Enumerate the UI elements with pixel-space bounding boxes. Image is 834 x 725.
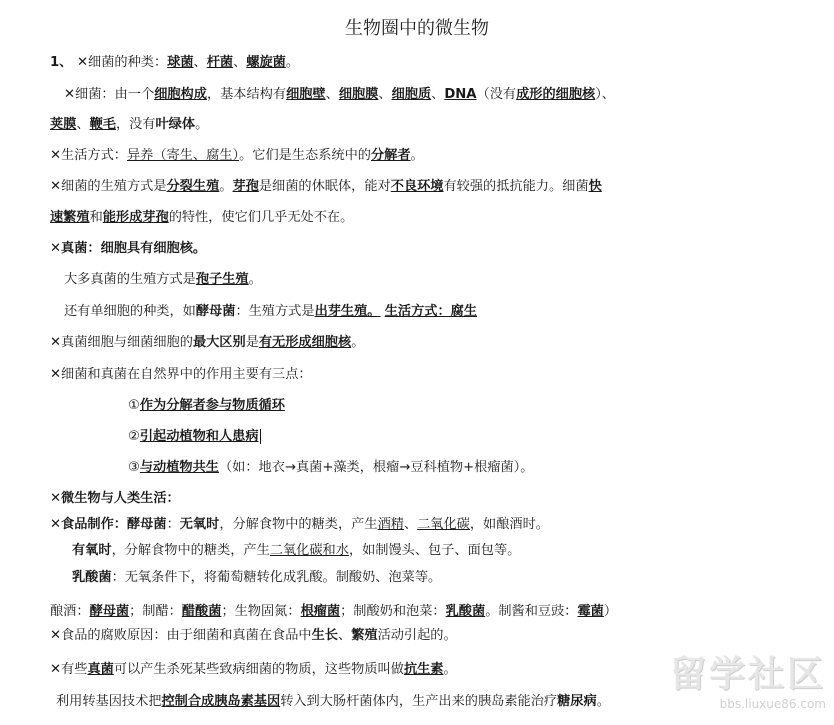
text-segment: ：生殖方式是: [235, 304, 315, 319]
text-segment: 有氧时: [72, 543, 112, 558]
text-segment: 生活方式：腐生: [384, 304, 478, 319]
text-segment: 、: [403, 517, 418, 532]
text-segment: ，分解食物中的糖类，产生: [219, 517, 378, 532]
text-segment: 和: [89, 210, 103, 225]
text-line: [128, 397, 285, 415]
text-segment: 速繁殖: [50, 210, 90, 225]
text-segment: 。: [248, 272, 262, 287]
text-line: [50, 490, 180, 508]
text-segment: 引起动植物和人患病: [139, 429, 259, 444]
text-segment: ）: [603, 604, 618, 619]
text-segment: ✕真菌细胞与细菌细胞的: [50, 335, 193, 350]
text-segment: 抗生素: [403, 662, 444, 677]
text-segment: 球菌: [167, 55, 194, 70]
text-segment: 、: [193, 55, 207, 70]
text-segment: 细胞构成: [154, 87, 207, 102]
text-segment: ①: [128, 398, 140, 413]
text-segment: ，如酿酒时。: [469, 517, 549, 532]
text-segment: 鞭毛: [89, 117, 116, 132]
watermark-logo: 留学社区: [669, 654, 826, 695]
text-segment: ✕细菌和真菌在自然界中的作用主要有三点：: [50, 367, 312, 382]
text-line: [64, 271, 262, 289]
text-segment: （如：地衣→真菌+藻类，根瘤→豆科植物+根瘤菌）。: [218, 460, 534, 475]
text-cursor: [260, 429, 261, 444]
text-segment: ✕生活方式：: [50, 148, 127, 163]
text-segment: 细胞壁: [286, 87, 326, 102]
text-line: [64, 86, 615, 104]
text-segment: 醋酸菌: [181, 604, 222, 619]
text-segment: 根瘤菌: [300, 604, 341, 619]
text-segment: 酵母菌: [195, 304, 236, 319]
text-segment: 无氧时: [179, 517, 220, 532]
text-segment: 活动引起的。: [377, 628, 457, 643]
text-line: [72, 569, 441, 587]
text-segment: ✕细菌：由一个: [64, 87, 155, 102]
text-segment: 是: [245, 335, 259, 350]
text-segment: 。: [410, 148, 424, 163]
text-segment: 控制合成胰岛素基因: [161, 694, 281, 709]
text-segment: 、: [431, 87, 445, 102]
text-segment: 二氧化碳和水: [269, 543, 349, 558]
text-segment: 酿酒：: [50, 604, 90, 619]
text-segment: ②: [128, 429, 140, 444]
text-segment: 。: [596, 694, 610, 709]
text-segment: 是细菌的休眠体，能对: [258, 179, 391, 194]
text-segment: （没有: [476, 87, 517, 102]
text-segment: 。: [443, 662, 457, 677]
text-segment: 乳酸菌: [445, 604, 486, 619]
text-segment: 、: [338, 628, 352, 643]
text-line: [64, 303, 477, 321]
text-segment: 作为分解者参与物质循环: [139, 398, 285, 413]
text-segment: 糖尿病: [557, 694, 597, 709]
text-segment: ✕食品的腐败原因：由于细菌和真菌在食品中: [50, 628, 312, 643]
text-segment: 。: [219, 179, 233, 194]
text-line: [50, 334, 364, 352]
text-line: [50, 116, 208, 134]
text-segment: 、: [76, 117, 90, 132]
text-segment: ✕真菌：细胞具有细胞核。: [50, 241, 207, 256]
text-segment: 乳酸菌: [72, 570, 112, 585]
text-segment: 分解者: [370, 148, 411, 163]
text-line: [50, 603, 617, 621]
text-segment: 。: [285, 55, 300, 70]
watermark: [656, 655, 826, 721]
text-segment: 酵母菌: [89, 604, 130, 619]
text-line: [50, 627, 457, 645]
text-line: [50, 54, 299, 72]
text-segment: 有较强的抵抗能力。细菌: [443, 179, 589, 194]
text-segment: 。: [351, 335, 365, 350]
text-segment: 细胞膜: [338, 87, 379, 102]
text-segment: 真菌: [87, 662, 114, 677]
text-segment: 成形的细胞核: [516, 87, 596, 102]
text-segment: ：: [166, 517, 180, 532]
text-segment: 叶绿体: [155, 117, 196, 132]
text-segment: ✕细菌的种类：: [76, 55, 168, 70]
text-segment: 二氧化碳: [417, 517, 470, 532]
text-segment: ，基本结构有: [206, 87, 287, 102]
text-segment: 最大区别: [192, 335, 246, 350]
watermark-url: bbs.liuxue86.com: [719, 697, 826, 711]
text-segment: 孢子生殖: [195, 272, 249, 287]
page-title: 生物圈中的微生物: [345, 18, 489, 39]
text-segment: 的特性，使它们几乎无处不在。: [168, 210, 354, 225]
text-line: [50, 516, 549, 534]
text-segment: 与动植物共生: [139, 460, 219, 475]
text-segment: 。它们是生态系统中的: [239, 148, 371, 163]
text-segment: 细胞质: [391, 87, 432, 102]
text-segment: 繁殖: [351, 628, 378, 643]
text-segment: 螺旋菌: [246, 55, 286, 70]
text-segment: ✕细菌的生殖方式是: [50, 179, 167, 194]
text-segment: 有无形成细胞核: [258, 335, 352, 350]
text-segment: 、: [233, 55, 247, 70]
text-segment: 可以产生杀死某些致病细菌的物质，这些物质叫做: [113, 662, 404, 677]
text-line: [128, 428, 261, 446]
text-segment: ✕微生物与人类生活：: [50, 491, 180, 506]
text-segment: 快: [588, 179, 602, 194]
text-segment: 食品制作：: [61, 517, 127, 532]
text-segment: 利用转基因技术把: [56, 694, 162, 709]
text-line: [50, 147, 424, 165]
text-segment: 出芽生殖。: [314, 304, 381, 319]
text-line: [72, 542, 520, 560]
text-segment: ）、: [595, 87, 615, 102]
text-segment: 不良环境: [390, 179, 444, 194]
text-segment: ，如制馒头、包子、面包等。: [348, 543, 521, 558]
text-segment: 芽孢: [232, 179, 259, 194]
text-segment: ，没有: [115, 117, 156, 132]
text-segment: 荚膜: [50, 117, 77, 132]
text-segment: ；制酸奶和泡菜：: [340, 604, 446, 619]
text-segment: 还有单细胞的种类，如: [64, 304, 196, 319]
text-segment: ；生物固氮：: [221, 604, 301, 619]
text-segment: ✕: [50, 517, 62, 532]
text-segment: 酵母菌: [127, 517, 167, 532]
text-segment: ✕有些: [50, 662, 88, 677]
text-line: [50, 661, 457, 679]
text-line: [50, 178, 602, 196]
text-segment: 霉菌: [577, 604, 604, 619]
text-segment: ；制醋：: [129, 604, 182, 619]
text-line: [50, 209, 353, 227]
text-line: [50, 240, 206, 258]
text-line: [56, 693, 610, 711]
text-line: [128, 459, 534, 477]
text-line: [50, 366, 312, 384]
text-segment: 异养（寄生、腐生）: [127, 148, 240, 163]
text-segment: 。: [195, 117, 209, 132]
text-segment: ，分解食物中的糖类，产生: [111, 543, 270, 558]
text-segment: 分裂生殖: [166, 179, 220, 194]
text-segment: 、: [378, 87, 392, 102]
text-segment: 酒精: [377, 517, 404, 532]
text-segment: DNA: [444, 87, 477, 102]
text-segment: 杆菌: [206, 55, 234, 70]
text-segment: ：无氧条件下，将葡萄糖转化成乳酸。制酸奶、泡菜等。: [111, 570, 442, 585]
text-segment: 转入到大肠杆菌体内，生产出来的胰岛素能治疗: [280, 694, 558, 709]
text-segment: 大多真菌的生殖方式是: [64, 272, 196, 287]
text-segment: 生长: [311, 628, 338, 643]
text-segment: 能形成芽孢: [102, 210, 169, 225]
text-segment: 、: [325, 87, 339, 102]
text-segment: 1、: [50, 55, 77, 70]
text-segment: 。制酱和豆豉：: [485, 604, 578, 619]
text-segment: ③: [128, 460, 140, 475]
